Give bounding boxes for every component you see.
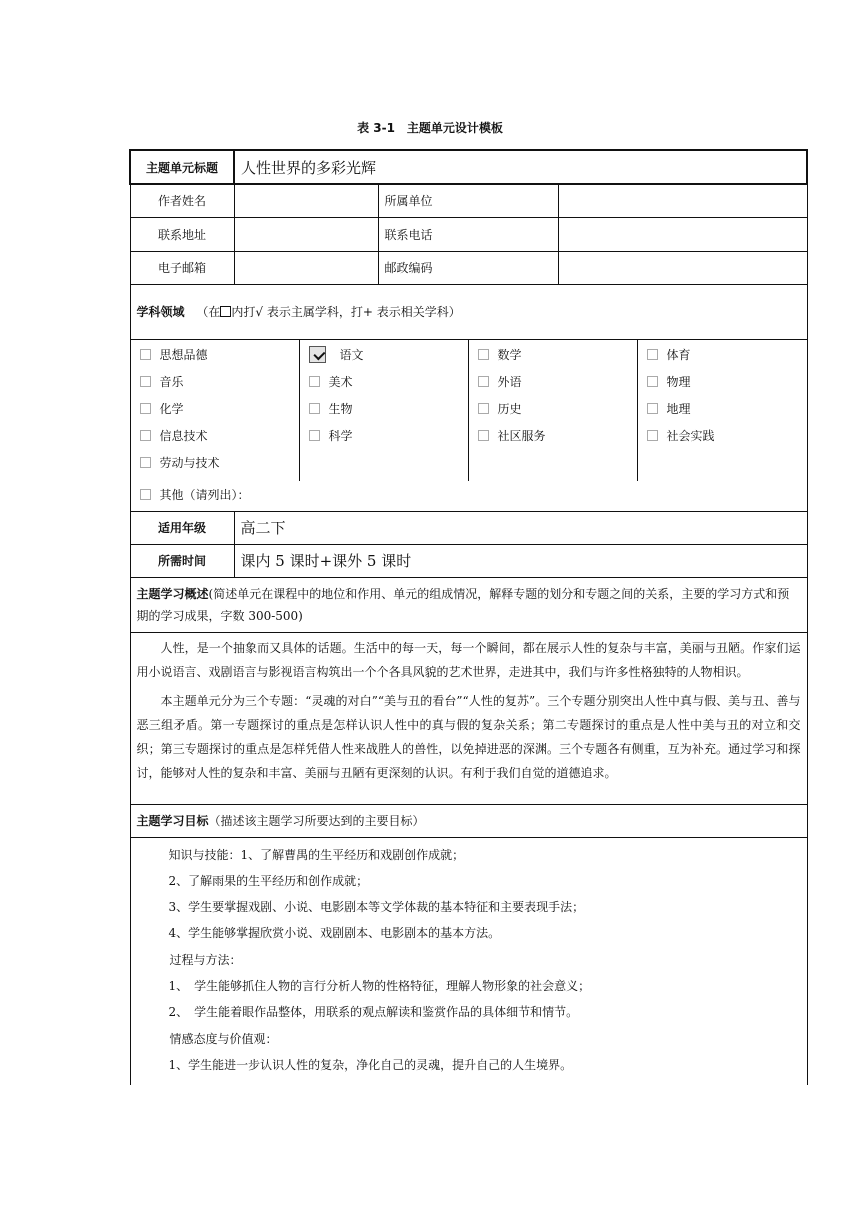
title-label: 主题单元标题 xyxy=(130,150,234,184)
checkbox-icon[interactable] xyxy=(647,349,658,360)
address-label: 联系地址 xyxy=(130,217,234,251)
goal-line: 1、学生能进一步认识人性的复杂，净化自己的灵魂，提升自己的人生境界。 xyxy=(168,1057,573,1072)
subject-column-1 xyxy=(131,340,300,481)
checkbox-icon[interactable] xyxy=(478,430,489,441)
goals-label: 主题学习目标 xyxy=(136,814,209,828)
checkbox-icon[interactable] xyxy=(140,489,151,500)
phone-value[interactable] xyxy=(558,217,807,251)
title-value[interactable]: 人性世界的多彩光辉 xyxy=(234,150,807,184)
grade-value[interactable]: 高二下 xyxy=(234,511,807,544)
subject-label: 学科领域 xyxy=(136,305,185,319)
checkbox-icon[interactable] xyxy=(309,430,320,441)
subject-column-3 xyxy=(469,340,638,481)
subject-hint-a: （在 xyxy=(196,305,221,319)
subject-item[interactable]: 生物 xyxy=(300,399,468,426)
goal-line: 过程与方法： xyxy=(169,952,242,967)
overview-paragraph: 本主题单元分为三个专题：“灵魂的对白”“美与丑的看台”“人性的复苏”。三个专题分别突出人性中真与假、美与丑、善与恶三组矛盾。第一专题探讨的重点是怎样认识人性中的真与假的复杂关系；第二专题探讨的重点是人性中美与丑的对立和交织；第三专题探讨的重点是怎样凭借人性来战胜人的兽性，以免掉进恶的深渊。三个专题各有侧重，互为补充。通过学习和探讨，能够对人性的复杂和丰富、美丽与丑陋有更深刻的认识。有利于我们自觉的道德追求。 xyxy=(136,693,801,780)
checkbox-icon[interactable] xyxy=(478,349,489,360)
postcode-value[interactable] xyxy=(558,251,807,284)
email-label: 电子邮箱 xyxy=(130,251,234,284)
subject-item[interactable]: 外语 xyxy=(469,372,637,399)
goal-line: 情感态度与价值观： xyxy=(169,1031,278,1046)
subject-other[interactable]: 其他（请列出）： xyxy=(131,481,807,511)
subject-column-4 xyxy=(638,340,807,481)
checkbox-example-icon xyxy=(220,306,231,317)
subject-item[interactable]: 数学 xyxy=(469,345,637,372)
subject-hint-b: 内打√ 表示主属学科，打+ 表示相关学科） xyxy=(231,305,461,319)
goal-line: 3、学生要掌握戏剧、小说、电影剧本等文学体裁的基本特征和主要表现手法； xyxy=(168,900,585,915)
goals-body[interactable] xyxy=(130,837,807,1085)
subject-item[interactable]: 地理 xyxy=(638,399,807,426)
goals-header xyxy=(130,804,807,837)
goal-line: 1、 学生能够抓住人物的言行分析人物的性格特征，理解人物形象的社会意义； xyxy=(168,978,591,993)
subject-item[interactable]: 化学 xyxy=(131,399,299,426)
goal-line: 2、 学生能着眼作品整体，用联系的观点解读和鉴赏作品的具体细节和情节。 xyxy=(168,1005,579,1020)
checkbox-icon[interactable] xyxy=(647,376,658,387)
time-value[interactable]: 课内 5 课时+课外 5 课时 xyxy=(234,544,807,577)
checkbox-icon[interactable] xyxy=(140,457,151,468)
overview-hint: (简述单元在课程中的地位和作用、单元的组成情况，解释专题的划分和专题之间的关系，主要的学习方式和预期的学习成果，字数 300-500) xyxy=(136,586,790,623)
subject-column-2 xyxy=(300,340,469,481)
overview-header xyxy=(130,577,807,632)
checkbox-icon[interactable] xyxy=(309,376,320,387)
subject-item[interactable]: 社区服务 xyxy=(469,426,637,453)
phone-label: 联系电话 xyxy=(378,217,558,251)
subject-item[interactable]: 科学 xyxy=(300,426,468,453)
overview-body[interactable] xyxy=(130,632,807,804)
subject-item-checked[interactable]: 语文 xyxy=(300,345,468,372)
checkbox-icon[interactable] xyxy=(309,403,320,414)
checkbox-icon[interactable] xyxy=(140,349,151,360)
goal-line: 2、了解雨果的生平经历和创作成就； xyxy=(168,873,369,888)
subject-item[interactable]: 历史 xyxy=(469,399,637,426)
checkbox-icon[interactable] xyxy=(478,403,489,414)
unit-label: 所属单位 xyxy=(378,184,558,217)
checkbox-icon[interactable] xyxy=(140,430,151,441)
subject-grid xyxy=(130,339,807,511)
goal-line: 4、学生能够掌握欣赏小说、戏剧剧本、电影剧本的基本方法。 xyxy=(168,926,501,941)
table-caption: 表 3-1 主题单元设计模板 xyxy=(357,121,503,135)
subject-header xyxy=(130,284,807,339)
subject-item[interactable]: 体育 xyxy=(638,345,807,372)
postcode-label: 邮政编码 xyxy=(378,251,558,284)
checkmark-icon[interactable] xyxy=(309,346,326,363)
grade-label: 适用年级 xyxy=(130,511,234,544)
goal-line: 知识与技能：1、了解曹禺的生平经历和戏剧创作成就； xyxy=(168,847,465,862)
subject-item[interactable]: 音乐 xyxy=(131,372,299,399)
unit-design-table xyxy=(129,149,808,1085)
overview-label: 主题学习概述 xyxy=(136,586,209,601)
checkbox-icon[interactable] xyxy=(140,376,151,387)
checkbox-icon[interactable] xyxy=(478,376,489,387)
time-label: 所需时间 xyxy=(130,544,234,577)
author-label: 作者姓名 xyxy=(130,184,234,217)
checkbox-icon[interactable] xyxy=(647,403,658,414)
email-value[interactable] xyxy=(234,251,378,284)
overview-paragraph: 人性，是一个抽象而又具体的话题。生活中的每一天，每一个瞬间，都在展示人性的复杂与丰富，美丽与丑陋。作家们运用小说语言、戏剧语言与影视语言构筑出一个个各具风貌的艺术世界，走进其中，我们与许多性格独特的人物相识。 xyxy=(136,640,801,679)
address-value[interactable] xyxy=(234,217,378,251)
subject-item[interactable]: 信息技术 xyxy=(131,426,299,453)
subject-item[interactable]: 思想品德 xyxy=(131,345,299,372)
goals-hint: （描述该主题学习所要达到的主要目标） xyxy=(208,814,425,828)
subject-item[interactable]: 社会实践 xyxy=(638,426,807,453)
checkbox-icon[interactable] xyxy=(647,430,658,441)
subject-item[interactable]: 物理 xyxy=(638,372,807,399)
subject-item[interactable]: 劳动与技术 xyxy=(131,453,299,480)
author-value[interactable] xyxy=(234,184,378,217)
checkbox-icon[interactable] xyxy=(140,403,151,414)
subject-item[interactable]: 美术 xyxy=(300,372,468,399)
unit-value[interactable] xyxy=(558,184,807,217)
